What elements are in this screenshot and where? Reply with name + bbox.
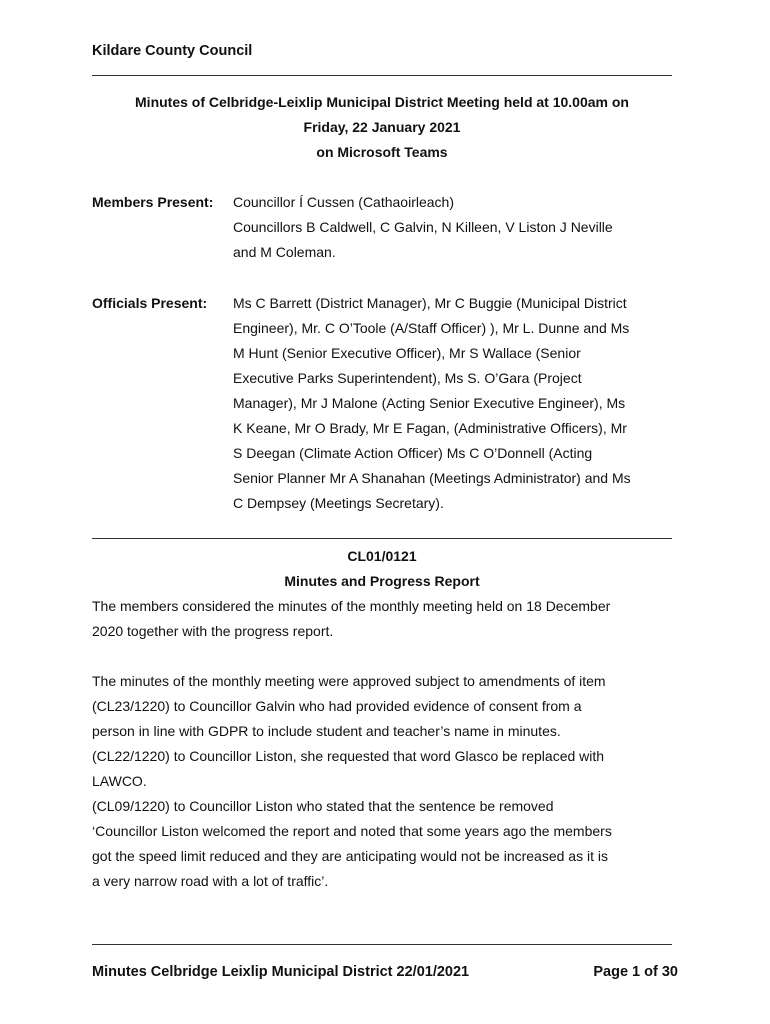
members-line: and M Coleman.	[233, 244, 336, 260]
paragraph-line: (CL22/1220) to Councillor Liston, she requested that word Glasco be replaced with	[92, 748, 605, 764]
members-line: Councillors B Caldwell, C Galvin, N Killeen, V Liston J Neville	[233, 219, 613, 235]
officials-line: K Keane, Mr O Brady, Mr E Fagan, (Administrative Officers), Mr	[233, 420, 627, 436]
section-divider	[92, 538, 672, 539]
paragraph-line: 2020 together with the progress report.	[92, 623, 334, 639]
footer-divider	[92, 944, 672, 945]
paragraph-line: The minutes of the monthly meeting were approved subject to amendments of item	[92, 673, 606, 689]
officials-line: Engineer), Mr. C O’Toole (A/Staff Officer) ), Mr L. Dunne and Ms	[233, 320, 630, 336]
officials-present-label: Officials Present:	[92, 295, 208, 311]
item-heading: Minutes and Progress Report	[284, 573, 480, 589]
item-reference: CL01/0121	[347, 548, 417, 564]
officials-line: Manager), Mr J Malone (Acting Senior Executive Engineer), Ms	[233, 395, 626, 411]
officials-line: Ms C Barrett (District Manager), Mr C Buggie (Municipal District	[233, 295, 627, 311]
paragraph-line: person in line with GDPR to include student and teacher’s name in minutes.	[92, 723, 561, 739]
officials-line: C Dempsey (Meetings Secretary).	[233, 495, 444, 511]
members-present-list	[233, 190, 613, 265]
item-paragraph-1	[92, 594, 610, 644]
paragraph-line: LAWCO.	[92, 773, 147, 789]
meeting-title-line-3: on Microsoft Teams	[316, 144, 448, 160]
footer-title: Minutes Celbridge Leixlip Municipal District 22/01/2021	[92, 964, 470, 980]
officials-present-list	[233, 291, 631, 516]
paragraph-line: (CL09/1220) to Councillor Liston who stated that the sentence be removed	[92, 798, 554, 814]
officials-line: M Hunt (Senior Executive Officer), Mr S Wallace (Senior	[233, 345, 581, 361]
officials-line: Executive Parks Superintendent), Ms S. O’Gara (Project	[233, 370, 582, 386]
organization-header: Kildare County Council	[92, 43, 253, 59]
header-divider	[92, 75, 672, 76]
officials-line: S Deegan (Climate Action Officer) Ms C O’Donnell (Acting	[233, 445, 593, 461]
page-number: Page 1 of 30	[593, 964, 678, 980]
paragraph-line: a very narrow road with a lot of traffic’.	[92, 873, 329, 889]
paragraph-line: ‘Councillor Liston welcomed the report and noted that some years ago the members	[92, 823, 612, 839]
paragraph-line: (CL23/1220) to Councillor Galvin who had provided evidence of consent from a	[92, 698, 582, 714]
meeting-title-line-1: Minutes of Celbridge-Leixlip Municipal District Meeting held at 10.00am on	[135, 94, 629, 110]
paragraph-line: got the speed limit reduced and they are anticipating would not be increased as it is	[92, 848, 608, 864]
paragraph-line: The members considered the minutes of the monthly meeting held on 18 December	[92, 598, 611, 614]
item-paragraph-2	[92, 669, 612, 894]
officials-line: Senior Planner Mr A Shanahan (Meetings Administrator) and Ms	[233, 470, 631, 486]
members-line: Councillor Í Cussen (Cathaoirleach)	[233, 194, 454, 210]
meeting-title-line-2: Friday, 22 January 2021	[303, 119, 461, 135]
members-present-label: Members Present:	[92, 194, 214, 210]
